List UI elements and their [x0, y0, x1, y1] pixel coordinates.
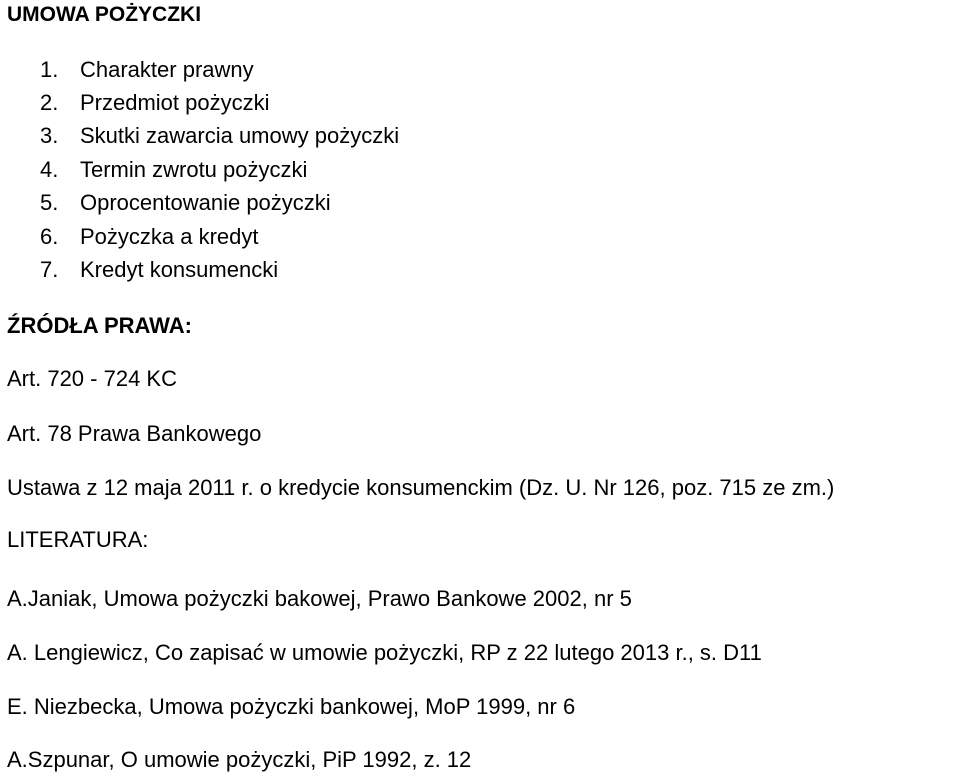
- toc-item-number: 2.: [40, 90, 59, 115]
- toc-item-text: Oprocentowanie pożyczki: [80, 190, 331, 215]
- toc-item-number: 4.: [40, 157, 59, 182]
- toc-item-number: 6.: [40, 224, 59, 249]
- sources-heading: ŹRÓDŁA PRAWA:: [7, 313, 192, 338]
- toc-item: [40, 190, 331, 216]
- literature-item: A.Janiak, Umowa pożyczki bakowej, Prawo Bankowe 2002, nr 5: [7, 586, 632, 611]
- literature-heading: LITERATURA:: [7, 527, 149, 552]
- source-item: Art. 78 Prawa Bankowego: [7, 421, 262, 446]
- toc-item-number: 7.: [40, 257, 59, 282]
- toc-item-text: Kredyt konsumencki: [80, 257, 279, 282]
- toc-item-text: Termin zwrotu pożyczki: [80, 157, 308, 182]
- literature-item: E. Niezbecka, Umowa pożyczki bankowej, MoP 1999, nr 6: [7, 694, 576, 719]
- toc-item-number: 1.: [40, 57, 59, 82]
- toc-item: [40, 123, 399, 149]
- source-item: Art. 720 - 724 KC: [7, 366, 177, 391]
- toc-item: [40, 157, 307, 183]
- source-item: Ustawa z 12 maja 2011 r. o kredycie konsumenckim (Dz. U. Nr 126, poz. 715 ze zm.): [7, 475, 835, 500]
- toc-item-number: 3.: [40, 123, 59, 148]
- toc-item: [40, 90, 270, 116]
- toc-item: [40, 257, 278, 283]
- toc-item-text: Pożyczka a kredyt: [80, 224, 259, 249]
- document-title: UMOWA POŻYCZKI: [7, 3, 202, 26]
- toc-item-text: Przedmiot pożyczki: [80, 90, 270, 115]
- toc-item: [40, 224, 259, 250]
- toc-item-text: Charakter prawny: [80, 57, 254, 82]
- literature-item: A. Lengiewicz, Co zapisać w umowie pożyczki, RP z 22 lutego 2013 r., s. D11: [7, 640, 762, 665]
- toc-item: [40, 57, 254, 83]
- toc-item-text: Skutki zawarcia umowy pożyczki: [80, 123, 400, 148]
- toc-item-number: 5.: [40, 190, 59, 215]
- literature-item: A.Szpunar, O umowie pożyczki, PiP 1992, z. 12: [7, 747, 472, 772]
